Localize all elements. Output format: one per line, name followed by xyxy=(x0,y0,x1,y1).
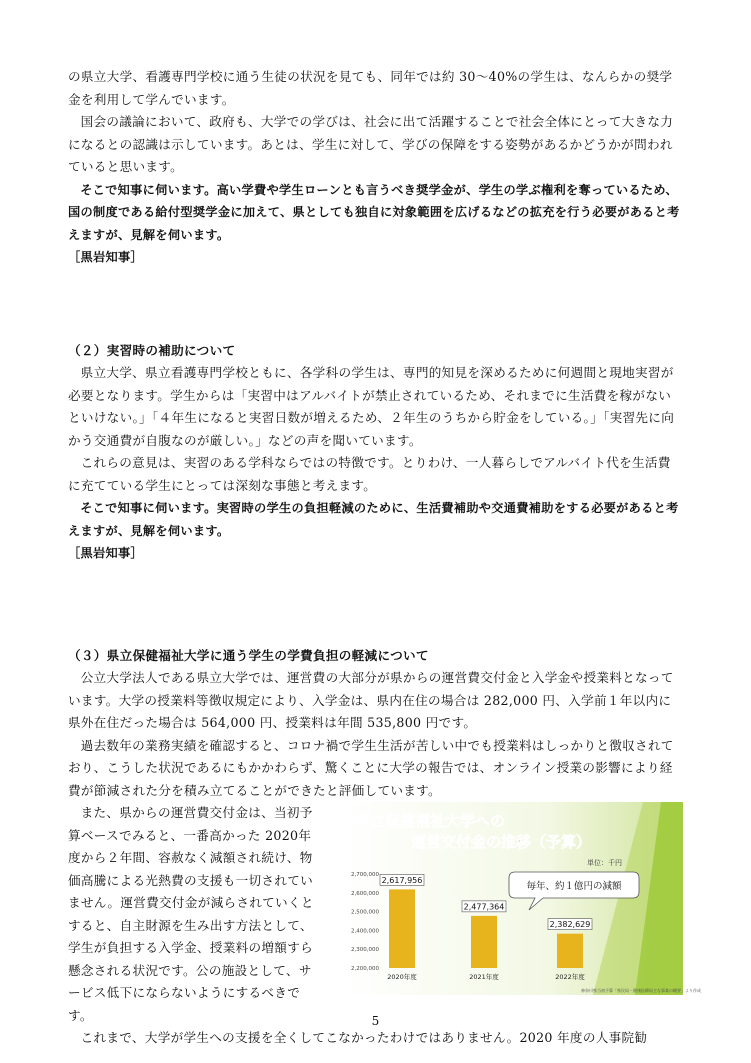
sec2-heading: （２）実習時の補助について xyxy=(68,342,236,358)
sec3-heading: （３）県立保健福祉大学に通う学生の学費負担の軽減について xyxy=(68,647,429,663)
chart-unit: 単位：千円 xyxy=(587,859,622,867)
sec2-respondent: ［黒岩知事］ xyxy=(68,546,143,560)
y-tick-label: 2,300,000 xyxy=(351,947,379,954)
bar-2021年度 xyxy=(471,916,497,968)
document-body xyxy=(68,66,701,1050)
bar-2020年度 xyxy=(389,889,415,968)
value-label: 2,477,364 xyxy=(463,902,505,912)
sec1-paragraph-2: 国会の議論において、政府も、大学での学びは、社会に出て活躍することで社会全体にとって大きな力になるとの認識は示しています。あとは、学生に対して、学びの保障をする姿勢があるかどうかが問われていると思います。 xyxy=(68,114,674,174)
sec3-paragraph-3: また、県からの運営費交付金は、当初予算ベースでみると、一番高かった 2020年度から２年間、容赦なく減額され続け、物価高騰による光熱費の支援も一切されていません。運営費交付金が減らされていくとすると、自主財源を生み出す方法として、学生が負担する入学金、授業料の増額すら懸念される状況です。公の施設として、サービス低下にならないようにするべきです。 xyxy=(68,805,314,1023)
sec3-paragraph-1: 公立大学法人である県立大学では、運営費の大部分が県からの運営費交付金と入学金や授業料となっています。大学の授業料等徴収規定により、入学金は、県内在住の場合は 282,000 円、入学前１年以内に県外在住だった場合は 564,000 円、授業料は年間 535,800 円です。 xyxy=(68,670,674,730)
chart-title: 県立保健福祉大学への xyxy=(355,812,506,830)
y-tick-label: 2,400,000 xyxy=(351,928,379,935)
y-tick-label: 2,700,000 xyxy=(351,872,379,878)
x-tick-label: 2022年度 xyxy=(555,973,585,981)
sec1-question: そこで知事に伺います。高い学費や学生ローンとも言うべき奨学金が、学生の学ぶ権利を奪っているため、国の制度である給付型奨学金に加えて、県としても独自に対象範囲を広げるなどの拡充を行う必要があると考えますが、見解を伺います。 xyxy=(68,182,680,242)
y-tick-label: 2,200,000 xyxy=(351,966,379,972)
value-label: 2,382,629 xyxy=(549,920,591,930)
page-number: 5 xyxy=(371,1014,380,1028)
sec2-paragraph-2: これらの意見は、実習のある学科ならではの特徴です。とりわけ、一人暮らしでアルバイト代を生活費に充てている学生にとっては深刻な事態と考えます。 xyxy=(68,455,671,493)
y-tick-label: 2,500,000 xyxy=(351,909,379,916)
x-tick-label: 2020年度 xyxy=(387,973,417,981)
sec3-paragraph-4: これまで、大学が学生への支援を全くしてこなかったわけではありません。2020 年度の人事院勧 xyxy=(80,1030,648,1045)
sec2-paragraph-1: 県立大学、県立看護専門学校ともに、各学科の学生は、専門的知見を深めるために何週間と現地実習が必要となります。学生からは「実習中はアルバイトが禁止されているため、それまでに生活費を稼がないといけない。」「４年生になると実習日数が増えるため、２年生のうちから貯金をしている。」「実習先に向かう交通費が自腹なのが厳しい。」などの声を聞いています。 xyxy=(68,365,675,448)
x-tick-label: 2021年度 xyxy=(469,973,499,981)
chart-wrap-section xyxy=(68,802,701,1027)
sec1-respondent: ［黒岩知事］ xyxy=(68,250,143,264)
bar-2022年度 xyxy=(557,934,583,968)
chart-subtitle: 運営交付金の推移（予算） xyxy=(411,833,592,851)
y-tick-label: 2,600,000 xyxy=(351,890,379,897)
sec1-paragraph-1: の県立大学、看護専門学校に通う生徒の状況を見ても、同年では約 30～40%の学生は、なんらかの奨学金を利用して学んでいます。 xyxy=(68,69,673,107)
chart-source: 神奈川県当初予算「県民局・健康医療局主な事業の概要」より作成 xyxy=(581,988,701,993)
sec2-question: そこで知事に伺います。実習時の学生の負担軽減のために、生活費補助や交通費補助をする必要があると考えますが、見解を伺います。 xyxy=(68,501,679,538)
callout-text: 毎年、約１億円の減額 xyxy=(526,881,622,892)
budget-chart xyxy=(343,802,701,995)
sec3-paragraph-2: 過去数年の業務実績を確認すると、コロナ禍で学生生活が苦しい中でも授業料はしっかりと徴収されており、こうした状況であるにもかかわらず、驚くことに大学の報告では、オンライン授業の影響により経費が節減された分を積み立てることができたと評価しています。 xyxy=(68,737,674,798)
value-label: 2,617,956 xyxy=(381,875,423,885)
